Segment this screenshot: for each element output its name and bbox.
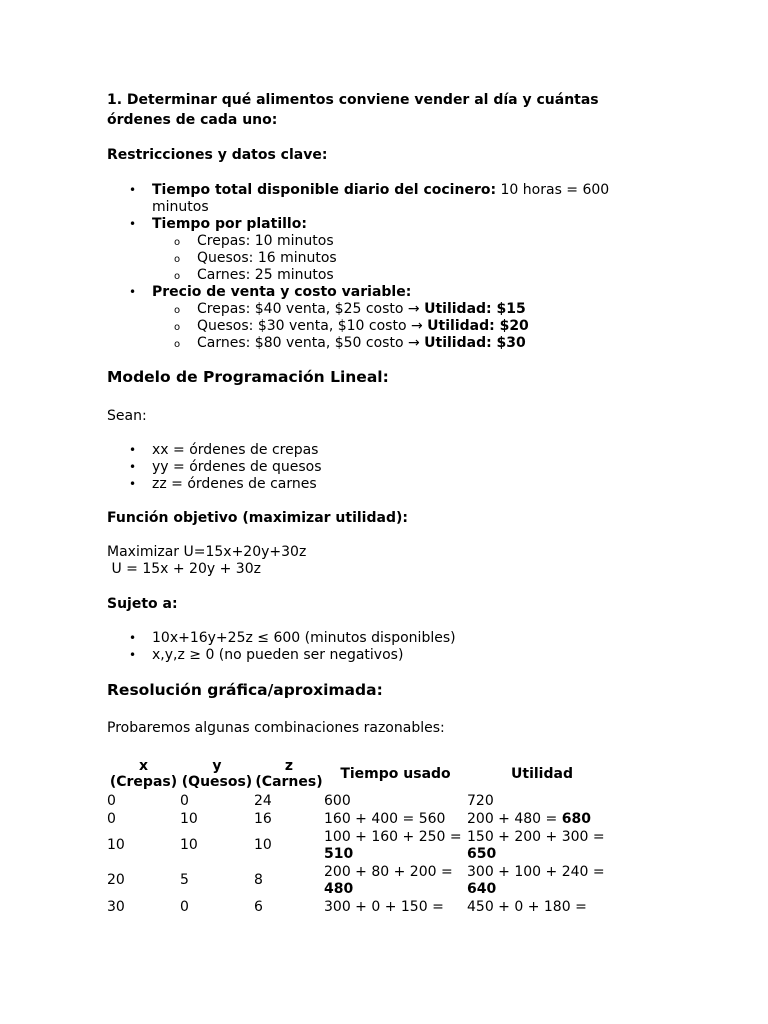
tiempo-platillo-label: Tiempo por platillo: [152,216,307,232]
cell-tiempo: 100 + 160 + 250 = 510 [324,828,462,862]
sublist-text: Crepas: 10 minutos [197,233,334,249]
header-y: y (Quesos) [181,758,253,790]
modelo-heading: Modelo de Programación Lineal: [107,368,389,386]
cell-tiempo: 300 + 0 + 150 = [324,898,444,915]
list-item [107,476,667,493]
cell-utilidad: 450 + 0 + 180 = [467,898,587,915]
cell-utilidad: 720 [467,792,494,809]
tiempo-platillo-sublist [152,233,667,284]
restricciones-heading: Restricciones y datos clave: [107,147,328,163]
bullet-icon: • [129,631,137,645]
bullet-icon: • [129,443,137,457]
sublist-text: Crepas: $40 venta, $25 costo → [197,301,425,317]
cell-z: 16 [254,810,272,827]
header-x: x (Crepas) [109,758,178,790]
cell-tiempo: 600 [324,792,351,809]
list-item [107,284,667,352]
sublist-text: Quesos: $30 venta, $10 costo → [197,318,428,334]
bullet-icon: • [129,648,137,662]
resolucion-intro: Probaremos algunas combinaciones razonables: [107,720,445,736]
constraint-text: 10x+16y+25z ≤ 600 (minutos disponibles) [152,630,456,646]
bullet-icon: • [129,217,137,231]
variable-text: xx = órdenes de crepas [152,442,319,458]
funcion-heading: Función objetivo (maximizar utilidad): [107,510,408,526]
header-z: z (Carnes) [255,758,323,790]
restricciones-list [107,182,667,352]
cell-y: 0 [180,792,189,809]
cell-y: 10 [180,810,198,827]
cell-x: 0 [107,810,116,827]
list-item [107,630,667,647]
sublist-text: Carnes: $80 venta, $50 costo → [197,335,425,351]
sublist-text: Quesos: 16 minutos [197,250,337,266]
circle-bullet-icon: o [174,305,181,316]
cell-utilidad: 200 + 480 = 680 [467,810,591,827]
list-item [152,335,667,352]
table-row [107,863,617,898]
header-utilidad: Utilidad [511,766,573,782]
cell-y: 5 [180,872,189,888]
table-row [107,792,617,810]
cell-utilidad: 300 + 100 + 240 = 640 [467,863,605,897]
cell-z: 8 [254,872,263,888]
cell-x: 10 [107,837,125,853]
sean-label: Sean: [107,408,147,424]
list-item [152,250,667,267]
utilidad-value: Utilidad: $15 [424,301,526,317]
circle-bullet-icon: o [174,322,181,333]
cell-x: 20 [107,872,125,888]
table-header-row [107,756,617,792]
list-item [107,459,667,476]
circle-bullet-icon: o [174,254,181,265]
list-item [152,267,667,284]
bullet-icon: • [129,460,137,474]
restricciones-modelo-list [107,630,667,664]
cell-z: 24 [254,792,272,809]
header-tiempo: Tiempo usado [340,766,451,782]
tiempo-total-value: 10 horas = 600 minutos [152,182,610,215]
resolucion-heading: Resolución gráfica/aproximada: [107,681,383,699]
list-item [152,233,667,250]
circle-bullet-icon: o [174,237,181,248]
precio-label: Precio de venta y costo variable: [152,284,412,300]
variable-text: yy = órdenes de quesos [152,459,322,475]
precio-sublist [152,301,667,352]
cell-z: 10 [254,837,272,853]
list-item [152,318,667,335]
list-item [152,301,667,318]
utilidad-value: Utilidad: $20 [427,318,529,334]
funcion-line-2: U = 15x + 20y + 30z [107,561,261,577]
page-title: 1. Determinar qué alimentos conviene vender al día y cuántas órdenes de cada uno: [107,92,599,128]
utilidad-value: Utilidad: $30 [424,335,526,351]
circle-bullet-icon: o [174,339,181,350]
cell-y: 0 [180,898,189,915]
funcion-line-1: Maximizar U=15x+20y+30z [107,544,307,560]
bullet-icon: • [129,285,137,299]
cell-x: 0 [107,792,116,809]
list-item [107,216,667,284]
cell-x: 30 [107,898,125,915]
cell-y: 10 [180,837,198,853]
constraint-text: x,y,z ≥ 0 (no pueden ser negativos) [152,647,404,663]
list-item [107,647,667,664]
combinations-table [107,756,617,916]
cell-tiempo: 200 + 80 + 200 = 480 [324,863,453,897]
table-row [107,810,617,828]
sublist-text: Carnes: 25 minutos [197,267,334,283]
list-item [107,182,667,216]
bullet-icon: • [129,477,137,491]
cell-utilidad: 150 + 200 + 300 = 650 [467,828,605,862]
tiempo-total-label: Tiempo total disponible diario del cocinero: [152,182,497,198]
circle-bullet-icon: o [174,271,181,282]
bullet-icon: • [129,183,137,197]
variable-text: zz = órdenes de carnes [152,476,317,492]
table-row [107,898,617,916]
table-row [107,828,617,863]
cell-tiempo: 160 + 400 = 560 [324,810,446,827]
variables-list [107,442,667,493]
cell-z: 6 [254,898,263,915]
list-item [107,442,667,459]
sujeto-heading: Sujeto a: [107,596,178,612]
